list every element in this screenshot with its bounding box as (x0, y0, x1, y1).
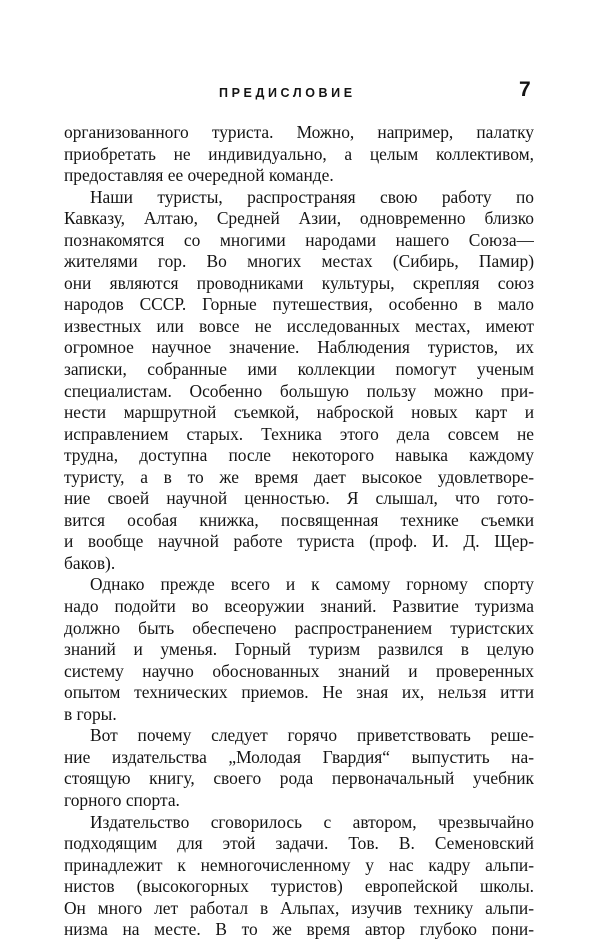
text-line: баков). (64, 552, 116, 573)
body-text (64, 122, 534, 941)
text-line: подходящим для этой задачи. Тов. В. Семеновский (64, 833, 534, 854)
text-line: горного спорта. (64, 789, 180, 810)
text-line: знаний и уменья. Горный туризм развился в целую (64, 639, 534, 660)
text-line: познакомятся со многими народами нашего Союза— (64, 229, 534, 250)
text-line: огромное научное значение. Наблюдения туристов, их (64, 337, 534, 358)
text-line: и вообще научной работе туриста (проф. И. Д. Щер- (64, 531, 534, 552)
text-line: ние издательства „Молодая Гвардия“ выпустить на- (64, 746, 534, 767)
text-line: организованного туриста. Можно, например, палатку (64, 122, 534, 142)
text-line: Издательство сговорилось с автором, чрезвычайно (90, 811, 534, 832)
text-line: низма на месте. В то же время автор глубоко пони- (64, 919, 534, 940)
text-line: записки, собранные ими коллекции помогут ученым (64, 359, 534, 380)
text-line: Кавказу, Алтаю, Средней Азии, одновременно близко (64, 208, 534, 229)
text-line: принадлежит к немногочисленному у нас кадру альпи- (64, 854, 534, 875)
text-line: Он много лет работал в Альпах, изучив технику альпи- (64, 897, 534, 918)
text-line: известных или вовсе не исследованных местах, имеют (64, 315, 534, 336)
text-line: вится особая книжка, посвященная технике съемки (64, 509, 534, 530)
text-line: народов СССР. Горные путешествия, особенно в мало (64, 294, 534, 315)
text-line: исправлением старых. Техника этого дела совсем не (64, 423, 534, 444)
text-line: предоставляя ее очередной команде. (64, 165, 334, 186)
text-line: ние своей научной ценностью. Я слышал, что гото- (64, 488, 534, 509)
text-line: туристу, а в то же время дает высокое удовлетворе- (64, 466, 534, 487)
text-line: должно быть обеспечено распространением туристских (64, 617, 534, 638)
text-line: надо подойти во всеоружии знаний. Развитие туризма (64, 596, 534, 617)
text-line: жителями гор. Во многих местах (Сибирь, Памир) (64, 251, 534, 272)
text-line: приобретать не индивидуально, а целым коллективом, (64, 143, 534, 164)
text-line: специалистам. Особенно большую пользу можно при- (64, 380, 534, 401)
text-line: они являются проводниками культуры, скрепляя союз (64, 272, 534, 293)
page-number: 7 (519, 78, 531, 101)
text-line: нести маршрутной съемкой, наброской новых карт и (64, 402, 534, 423)
text-line: Вот почему следует горячо приветствовать реше- (90, 725, 534, 746)
text-line: трудна, доступна после некоторого навыка каждому (64, 445, 534, 466)
text-line: Наши туристы, распространяя свою работу по (90, 186, 534, 207)
text-line: Однако прежде всего и к самому горному спорту (90, 574, 534, 595)
text-line: в горы. (64, 703, 117, 724)
running-title: ПРЕДИСЛОВИЕ (219, 86, 356, 100)
text-line: опытом технических приемов. Не зная их, нельзя итти (64, 682, 534, 703)
text-line: стоящую книгу, своего рода первоначальный учебник (64, 768, 534, 789)
text-line: нистов (высокогорных туристов) европейской школы. (64, 876, 534, 897)
text-line: систему научно обоснованных знаний и проверенных (64, 660, 534, 681)
